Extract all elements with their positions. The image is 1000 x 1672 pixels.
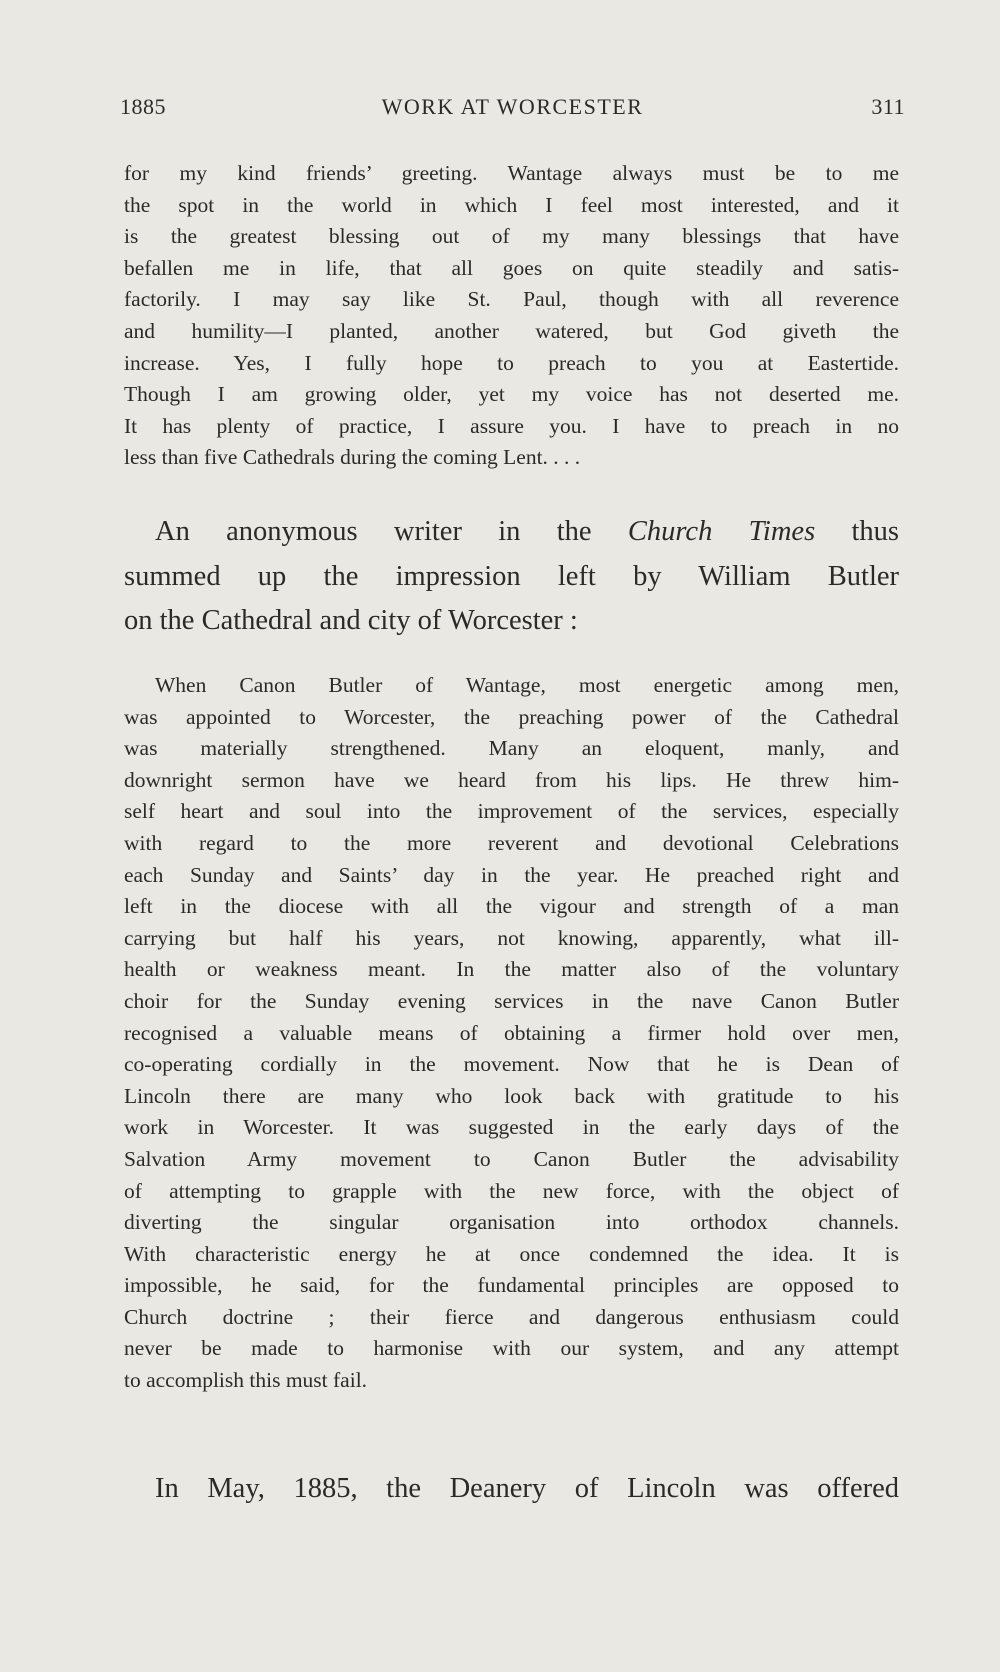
text-line: the spot in the world in which I feel most interested, and it: [124, 192, 899, 217]
text-line: work in Worcester. It was suggested in the early days of the: [124, 1115, 899, 1140]
intro-paragraph: [124, 510, 899, 644]
page-number: 311: [871, 94, 905, 119]
text-line: of attempting to grapple with the new force, with the object of: [124, 1178, 899, 1203]
text-line: It has plenty of practice, I assure you. I have to preach in no: [124, 413, 899, 438]
text-line: on the Cathedral and city of Worcester :: [124, 605, 578, 636]
text-line: [124, 510, 899, 555]
text-line: Lincoln there are many who look back with gratitude to his: [124, 1083, 899, 1108]
text-line: was materially strengthened. Many an eloquent, manly, and: [124, 736, 899, 761]
text-line: choir for the Sunday evening services in the nave Canon Butler: [124, 988, 899, 1013]
text-line: With characteristic energy he at once condemned the idea. It is: [124, 1241, 899, 1266]
text-line: health or weakness meant. In the matter also of the voluntary: [124, 957, 899, 982]
text-line: Church doctrine ; their fierce and dangerous enthusiasm could: [124, 1304, 899, 1329]
text-line: diverting the singular organisation into orthodox channels.: [124, 1210, 899, 1235]
header-year: 1885: [120, 94, 166, 119]
text-line: downright sermon have we heard from his lips. He threw him-: [124, 767, 899, 792]
text-line: Though I am growing older, yet my voice has not deserted me.: [124, 382, 899, 407]
text-line: self heart and soul into the improvement of the services, especially: [124, 799, 899, 824]
text-line: Salvation Army movement to Canon Butler the advisability: [124, 1146, 899, 1171]
block-quote: [124, 670, 899, 1397]
text-line: to accomplish this must fail.: [124, 1368, 368, 1393]
text-line: co-operating cordially in the movement. Now that he is Dean of: [124, 1052, 899, 1077]
text-line: is the greatest blessing out of my many blessings that have: [124, 224, 899, 249]
text-line: with regard to the more reverent and devotional Celebrations: [124, 830, 899, 855]
publication-title: Church Times: [627, 516, 816, 547]
text-line: never be made to harmonise with our system, and any attempt: [124, 1336, 899, 1361]
letter-paragraph: [124, 158, 899, 474]
text-line: carrying but half his years, not knowing, apparently, what ill-: [124, 925, 899, 950]
text-line: and humility—I planted, another watered, but God giveth the: [124, 318, 899, 343]
text-line: was appointed to Worcester, the preaching power of the Cathedral: [124, 704, 899, 729]
text-line: left in the diocese with all the vigour and strength of a man: [124, 894, 899, 919]
intro-text: thus: [815, 516, 899, 547]
text-line: In May, 1885, the Deanery of Lincoln was offered: [155, 1473, 899, 1504]
text-line: When Canon Butler of Wantage, most energetic among men,: [155, 673, 899, 697]
text-line: befallen me in life, that all goes on quite steadily and satis-: [124, 255, 899, 280]
running-head: [120, 94, 905, 124]
closing-paragraph: [124, 1467, 899, 1511]
text-line: summed up the impression left by William Butler: [124, 560, 899, 592]
text-line: for my kind friends’ greeting. Wantage always must be to me: [124, 161, 899, 185]
intro-text: An anonymous writer in the: [155, 516, 628, 547]
text-line: factorily. I may say like St. Paul, though with all reverence: [124, 287, 899, 312]
text-line: impossible, he said, for the fundamental principles are opposed to: [124, 1273, 899, 1298]
text-line: increase. Yes, I fully hope to preach to you at Eastertide.: [124, 350, 899, 375]
text-line: recognised a valuable means of obtaining a firmer hold over men,: [124, 1020, 899, 1045]
text-line: each Sunday and Saints’ day in the year. He preached right and: [124, 862, 899, 887]
header-title: WORK AT WORCESTER: [381, 94, 644, 119]
text-line: less than five Cathedrals during the coming Lent. . . .: [124, 445, 581, 470]
